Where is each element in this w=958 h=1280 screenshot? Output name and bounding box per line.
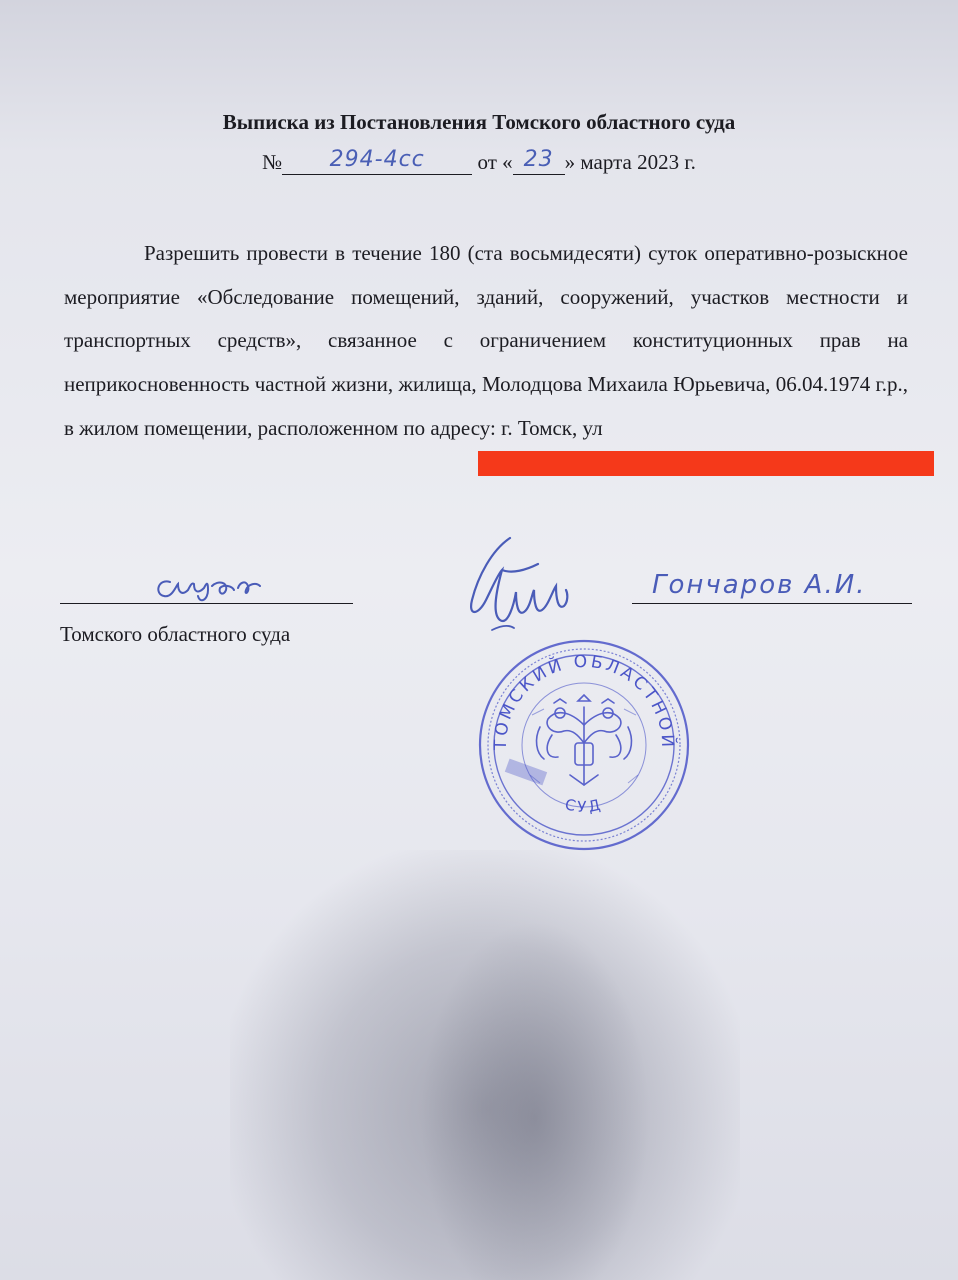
eagle-emblem-icon: [537, 695, 632, 785]
phone-shadow-core: [420, 920, 650, 1280]
day-handwritten: 23: [523, 147, 554, 172]
seal-text: ТОМСКИЙ ОБЛАСТНОЙ: [490, 651, 678, 751]
svg-text:СУД: СУД: [563, 795, 605, 816]
resolution-body: Разрешить провести в течение 180 (ста восьмидесяти) суток оперативно-розыскное мероприятие «Обследование помещений, зданий, сооружений, участков местности и транспортных средств», связанное с ограничением конституционных прав на неприкосновенность частной жизни, жилища, Молодцова Михаила Юрьевича, 06.04.1974 г.р., в жилом помещении, расположенном по адресу: г. Томск, ул: [64, 241, 908, 440]
resolution-number-line: [0, 147, 958, 175]
date-from-label: от «: [477, 150, 513, 174]
resolution-number-handwritten: 294-4сс: [329, 147, 425, 172]
signature-name-handwritten: Гончаров А.И.: [652, 570, 867, 600]
court-caption: Томского областного суда: [60, 622, 291, 646]
address-redaction: [478, 451, 934, 476]
document-title: Выписка из Постановления Томского областного суда: [222, 110, 736, 134]
number-prefix: №: [262, 150, 283, 174]
phone-shadow: [230, 850, 740, 1280]
date-rest-label: » марта 2023 г.: [564, 150, 696, 174]
official-seal: [474, 635, 694, 855]
signature-name-line: [632, 603, 912, 604]
judge-title-handwriting: [148, 560, 288, 610]
resolution-number-field: [282, 147, 472, 175]
day-field: [513, 147, 565, 175]
